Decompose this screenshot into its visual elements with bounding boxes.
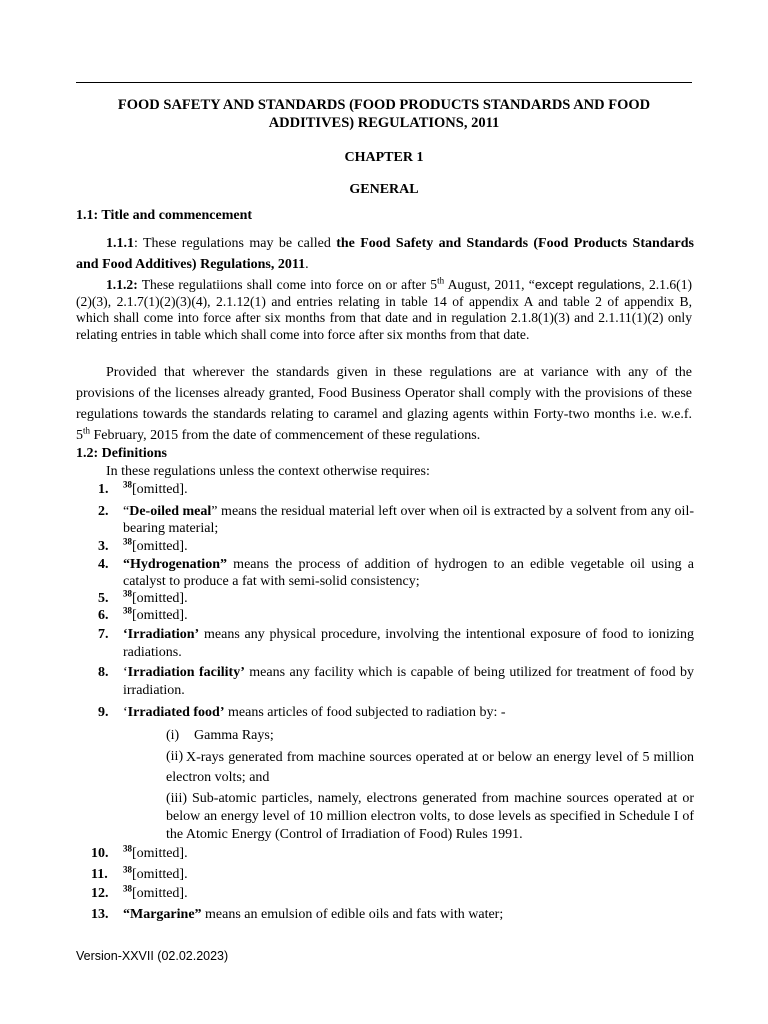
sub-item-label: (iii) xyxy=(166,791,187,806)
item-number: 7. xyxy=(98,627,109,642)
sub-item-label: (ii) xyxy=(166,749,184,764)
general-heading: GENERAL xyxy=(349,182,419,197)
item-number: 13. xyxy=(91,907,109,922)
omitted-text: [omitted]. xyxy=(132,846,188,861)
omitted-text: [omitted]. xyxy=(132,608,188,623)
item-text xyxy=(123,845,694,862)
omitted-superscript: 38 xyxy=(123,605,132,616)
item-number: 4. xyxy=(98,557,109,572)
item-number: 10. xyxy=(91,846,109,861)
section-1-2-heading: 1.2: Definitions xyxy=(76,446,167,461)
item-text xyxy=(123,626,694,662)
def4-term: “Hydrogenation” xyxy=(123,557,227,572)
sub-ii-text: X-rays generated from machine sources operated at or below an energy level of 5 million electron volts; and xyxy=(166,750,694,785)
item-number: 2. xyxy=(98,504,109,519)
item-number: 6. xyxy=(98,608,109,623)
item-number: 8. xyxy=(98,665,109,680)
item-number: 5. xyxy=(98,591,109,606)
item-text xyxy=(123,607,694,624)
version-footer: Version-XXVII (02.02.2023) xyxy=(76,949,229,963)
item-text xyxy=(123,538,694,555)
p112-text-c: 2.1.6(1)(2)(3), 2.1.7(1)(2)(3)(4), 2.1.12(1) and entries relating in table 14 of appendix A and table 2 of appendix B, which shall come into force after six months from that date and in regulation 2.1.8(1)(3) and 2.1.11(1)(2) only relating entries in table which shall come into force after six months from that date. xyxy=(76,277,693,342)
sub-item-text: Gamma Rays; xyxy=(194,728,274,743)
proviso-superscript: th xyxy=(83,425,91,436)
def8-open-quote: ‘ xyxy=(123,665,128,680)
omitted-superscript: 38 xyxy=(123,843,132,854)
sub-iii-text: Sub-atomic particles, namely, electrons generated from machine sources operated at or below an energy level of 10 million electron volts, to dose levels as specified in Schedule I of the Atomic Energy (Control of Irradiation of Food) Rules 1991. xyxy=(166,791,694,842)
item-number: 1. xyxy=(98,482,109,497)
item-number: 3. xyxy=(98,539,109,554)
section-1-1-heading: 1.1: Title and commencement xyxy=(76,208,253,223)
def7-text: means any physical procedure, involving the intentional exposure of food to ionizing radiations. xyxy=(123,627,694,660)
def9-open-quote: ‘ xyxy=(123,705,128,720)
item-text xyxy=(123,906,694,923)
p111-bold-title: the Food Safety and Standards (Food Products Standards and Food Additives) Regulations, 2011 xyxy=(76,236,694,272)
def13-text: means an emulsion of edible oils and fats with water; xyxy=(201,907,504,922)
sub-item-label: (i) xyxy=(166,728,180,743)
omitted-superscript: 38 xyxy=(123,864,132,875)
omitted-text: [omitted]. xyxy=(132,886,188,901)
omitted-superscript: 38 xyxy=(123,536,132,547)
p111-text: : These regulations may be called xyxy=(134,236,337,251)
p112-superscript: th xyxy=(437,275,445,286)
proviso-text-b: February, 2015 from the date of commencement of these regulations. xyxy=(90,428,481,443)
item-text xyxy=(123,503,694,537)
omitted-text: [omitted]. xyxy=(132,591,188,606)
chapter-heading: CHAPTER 1 xyxy=(344,150,424,165)
def2-text: ” means the residual material left over when oil is extracted by a solvent from any oil-bearing material; xyxy=(123,504,695,536)
p112-sans-text: except regulations, xyxy=(534,277,645,292)
def9-term: Irradiated food’ xyxy=(127,705,225,720)
def8-text: means any facility which is capable of being utilized for treatment of food by irradiation. xyxy=(123,665,694,698)
title-line-1: FOOD SAFETY AND STANDARDS (FOOD PRODUCTS STANDARDS AND FOOD xyxy=(117,97,651,113)
sub-item-text xyxy=(166,748,694,788)
omitted-text: [omitted]. xyxy=(132,539,188,554)
sub-item-text xyxy=(166,790,694,844)
item-number: 11. xyxy=(91,867,108,882)
title-line-2: ADDITIVES) REGULATIONS, 2011 xyxy=(268,115,500,131)
def8-term: Irradiation facility’ xyxy=(127,665,245,680)
p111-end: . xyxy=(305,257,309,272)
def9-text: means articles of food subjected to radiation by: - xyxy=(224,705,506,720)
definitions-intro: In these regulations unless the context otherwise requires: xyxy=(106,464,430,479)
def13-term: “Margarine” xyxy=(123,907,202,922)
proviso-text-a: Provided that wherever the standards given in these regulations are at variance with any of the provisions of the licenses already granted, Food Business Operator shall comply with the provisions of these regulations towards the standards relating to caramel and glazing agents within Forty-two months i.e. w.e.f. 5 xyxy=(76,365,692,443)
omitted-superscript: 38 xyxy=(123,883,132,894)
p112-text-b: August, 2011, “ xyxy=(444,277,535,292)
def7-term: ‘Irradiation’ xyxy=(123,627,200,642)
proviso-paragraph xyxy=(76,362,692,446)
item-text xyxy=(123,481,694,498)
item-text xyxy=(123,556,694,590)
omitted-text: [omitted]. xyxy=(132,867,188,882)
item-text xyxy=(123,866,694,883)
def2-term: De-oiled meal xyxy=(129,504,212,519)
item-number: 9. xyxy=(98,705,109,720)
item-text xyxy=(123,664,694,700)
p112-text-a: These regulatiions shall come into force on or after 5 xyxy=(137,277,438,292)
omitted-superscript: 38 xyxy=(123,588,132,599)
def2-open-quote: “ xyxy=(123,504,130,519)
top-rule xyxy=(76,82,692,83)
paragraph-1-1-2 xyxy=(76,277,692,343)
item-text xyxy=(123,704,694,721)
regulation-title xyxy=(76,96,692,132)
item-text xyxy=(123,590,694,607)
item-text xyxy=(123,885,694,902)
def4-text: means the process of addition of hydrogen to an edible vegetable oil using a catalyst to produce a fat with semi-solid consistency; xyxy=(123,557,694,589)
omitted-superscript: 38 xyxy=(123,479,132,490)
p112-label: 1.1.2: xyxy=(106,277,138,292)
omitted-text: [omitted]. xyxy=(132,482,188,497)
p111-label: 1.1.1 xyxy=(106,236,134,251)
item-number: 12. xyxy=(91,886,109,901)
paragraph-1-1-1 xyxy=(76,233,694,275)
